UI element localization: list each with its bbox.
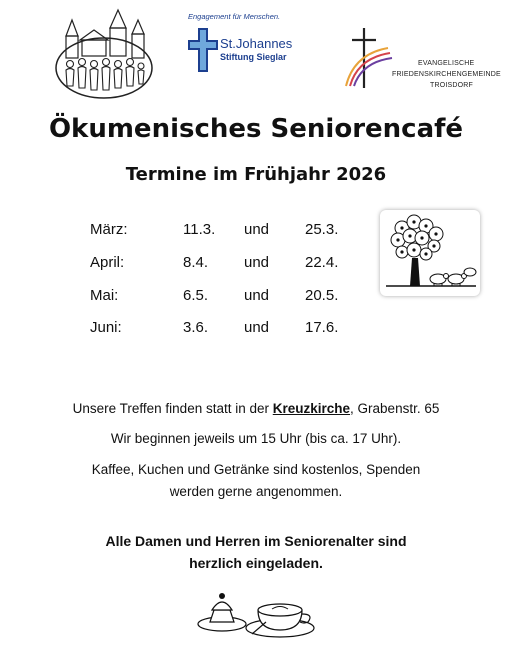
coffee-cake-illustration [192, 584, 322, 640]
schedule-conjunction: und [244, 221, 270, 238]
invitation-line1: Alle Damen und Herren im Seniorenalter sind [105, 533, 407, 549]
church-cross-icon [340, 26, 400, 90]
food-text-line1: Kaffee, Kuchen und Getränke sind kostenlos, Spenden [91, 462, 421, 477]
logo-name: St.Johannes [220, 36, 293, 51]
church-name-line1: EVANGELISCHE [418, 60, 475, 67]
tree-sheep-illustration [380, 210, 480, 296]
page-title: Ökumenisches Seniorencafé [48, 114, 464, 144]
logo-subname: Stiftung Sieglar [220, 52, 287, 62]
schedule-month: April: [90, 254, 125, 271]
schedule-conjunction: und [244, 319, 270, 336]
invitation-line2: herzlich eingeladen. [189, 555, 323, 571]
schedule-conjunction: und [244, 254, 270, 271]
schedule-month: Juni: [90, 319, 122, 336]
location-suffix: , Grabenstr. 65 [350, 401, 440, 416]
schedule-date-first: 3.6. [183, 319, 209, 336]
church-name-line2: FRIEDENSKIRCHENGEMEINDE [392, 71, 501, 78]
cross-icon [188, 28, 218, 72]
invitation-text [0, 530, 512, 574]
schedule-conjunction: und [244, 287, 270, 304]
logo-tagline: Engagement für Menschen. [188, 12, 281, 21]
food-text-line2: werden gerne angenommen. [169, 484, 343, 499]
schedule-date-second: 22.4. [305, 254, 339, 271]
schedule-date-first: 8.4. [183, 254, 209, 271]
schedule-row [0, 319, 512, 341]
schedule-date-first: 6.5. [183, 287, 209, 304]
schedule-date-first: 11.3. [183, 221, 216, 238]
schedule-month: Mai: [90, 287, 119, 304]
church-logo [340, 26, 510, 106]
schedule-date-second: 20.5. [305, 287, 339, 304]
st-johannes-logo [184, 12, 304, 80]
location-place: Kreuzkirche [272, 401, 351, 416]
time-text: Wir beginnen jeweils um 15 Uhr (bis ca. 17 Uhr). [110, 431, 402, 446]
schedule-date-second: 25.3. [305, 221, 339, 238]
location-prefix: Unsere Treffen finden statt in der [72, 401, 273, 416]
church-name-line3: TROISDORF [430, 82, 474, 89]
page-subtitle: Termine im Frühjahr 2026 [125, 164, 387, 185]
community-logo [52, 6, 156, 106]
schedule-date-second: 17.6. [305, 319, 339, 336]
schedule-month: März: [90, 221, 128, 238]
location-text [0, 398, 512, 420]
